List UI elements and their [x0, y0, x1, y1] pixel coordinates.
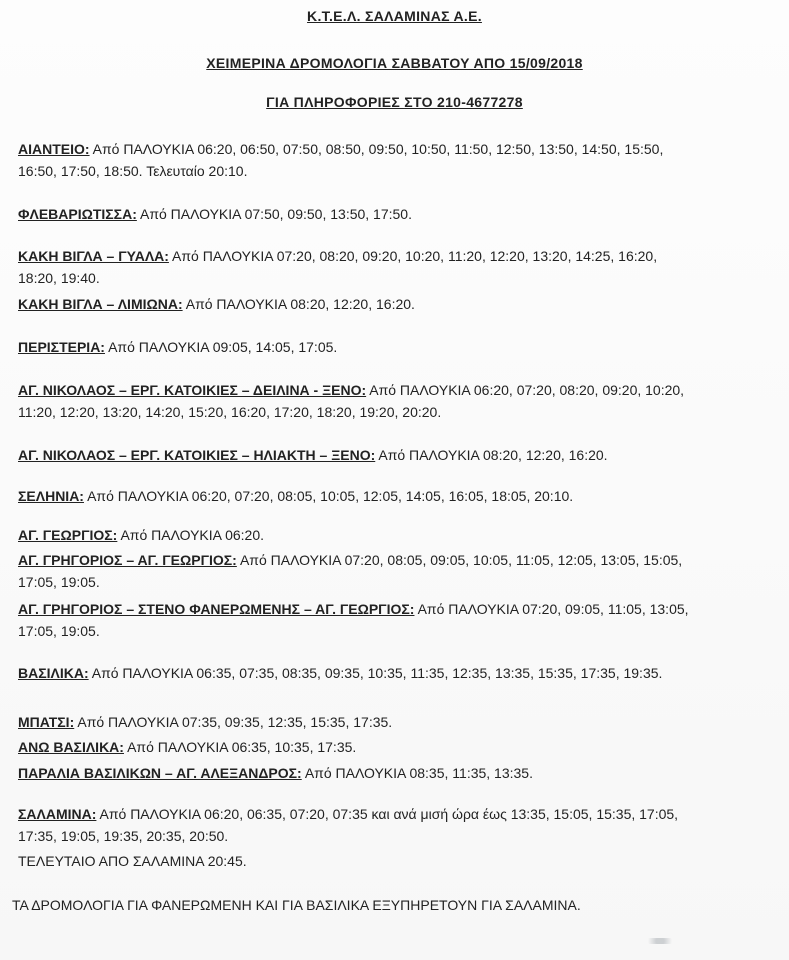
- route-name: ΑΓ. ΓΕΩΡΓΙΟΣ:: [18, 527, 118, 543]
- route-entry: [18, 138, 698, 182]
- route-entry: [18, 662, 698, 684]
- route-name: ΑΓ. ΓΡΗΓΟΡΙΟΣ – ΣΤΕΝΟ ΦΑΝΕΡΩΜΕΝΗΣ – ΑΓ. ΓΕΩΡΓΙΟΣ:: [18, 601, 415, 617]
- route-entry: [18, 336, 698, 358]
- company-title: Κ.Τ.Ε.Λ. ΣΑΛΑΜΙΝΑΣ Α.Ε.: [307, 8, 482, 24]
- route-entry: [18, 549, 698, 593]
- info-phone-line: ΓΙΑ ΠΛΗΡΟΦΟΡΙΕΣ ΣΤΟ 210-4677278: [266, 94, 523, 110]
- route-times: Από ΠΑΛΟΥΚΙΑ 06:20.: [117, 527, 265, 543]
- route-times: Από ΠΑΛΟΥΚΙΑ 08:20, 12:20, 16:20.: [375, 447, 608, 463]
- route-name: ΣΑΛΑΜΙΝΑ:: [18, 806, 97, 822]
- route-name: ΑΓ. ΓΡΗΓΟΡΙΟΣ – ΑΓ. ΓΕΩΡΓΙΟΣ:: [18, 552, 237, 568]
- route-name: ΜΠΑΤΣΙ:: [18, 714, 75, 730]
- route-name: ΒΑΣΙΛΙΚΑ:: [18, 665, 89, 681]
- route-name: ΑΝΩ ΒΑΣΙΛΙΚΑ:: [18, 739, 124, 755]
- route-times: Από ΠΑΛΟΥΚΙΑ 08:20, 12:20, 16:20.: [182, 296, 415, 312]
- route-times: Από ΠΑΛΟΥΚΙΑ 06:35, 10:35, 17:35.: [123, 739, 357, 755]
- scan-speck: [640, 938, 680, 944]
- route-name: ΣΕΛΗΝΙΑ:: [18, 488, 84, 504]
- route-entry: [18, 485, 698, 507]
- route-entry: [18, 762, 698, 784]
- route-entry: [18, 444, 698, 466]
- last-departure-line: ΤΕΛΕΥΤΑΙΟ ΑΠΟ ΣΑΛΑΜΙΝΑ 20:45.: [18, 853, 247, 869]
- route-times: Από ΠΑΛΟΥΚΙΑ 09:05, 14:05, 17:05.: [104, 339, 338, 355]
- route-name: ΚΑΚΗ ΒΙΓΛΑ – ΓΥΑΛΑ:: [18, 248, 169, 264]
- route-times: Από ΠΑΛΟΥΚΙΑ 07:20, 08:05, 09:05, 10:05, 11:05, 12:05, 13:05, 15:05, 17:05, 19:05.: [18, 552, 683, 590]
- route-entry: [18, 524, 698, 546]
- route-times: Από ΠΑΛΟΥΚΙΑ 06:20, 07:20, 08:20, 09:20, 10:20, 11:20, 12:20, 13:20, 14:20, 15:20, 16:20, 17:20, 18:20, 19:20, 20:20.: [18, 382, 685, 420]
- route-name: ΠΑΡΑΛΙΑ ΒΑΣΙΛΙΚΩΝ – ΑΓ. ΑΛΕΞΑΝΔΡΟΣ:: [18, 765, 302, 781]
- route-times: Από ΠΑΛΟΥΚΙΑ 06:20, 06:50, 07:50, 08:50, 09:50, 10:50, 11:50, 12:50, 13:50, 14:50, 15:50, 16:50, 17:50, 18:50. Τελευταίο 20:10.: [18, 141, 664, 179]
- route-times: Από ΠΑΛΟΥΚΙΑ 07:20, 08:20, 09:20, 10:20, 11:20, 12:20, 13:20, 14:25, 16:20, 18:20, 19:40.: [18, 248, 658, 286]
- route-times: Από ΠΑΛΟΥΚΙΑ 06:35, 07:35, 08:35, 09:35, 10:35, 11:35, 12:35, 13:35, 15:35, 17:35, 19:35.: [88, 665, 663, 681]
- route-name: ΠΕΡΙΣΤΕΡΙΑ:: [18, 339, 105, 355]
- route-name: ΑΙΑΝΤΕΙΟ:: [18, 141, 90, 157]
- route-entry: [18, 711, 698, 733]
- route-name: ΑΓ. ΝΙΚΟΛΑΟΣ – ΕΡΓ. ΚΑΤΟΙΚΙΕΣ – ΔΕΙΛΙΝΑ - ΞΕΝΟ:: [18, 382, 367, 398]
- route-name: ΦΛΕΒΑΡΙΩΤΙΣΣΑ:: [18, 206, 137, 222]
- route-entry: [18, 803, 698, 847]
- route-name: ΚΑΚΗ ΒΙΓΛΑ – ΛΙΜΙΩΝΑ:: [18, 296, 183, 312]
- route-times: Από ΠΑΛΟΥΚΙΑ 07:35, 09:35, 12:35, 15:35, 17:35.: [74, 714, 393, 730]
- route-entry: [18, 379, 698, 423]
- route-entry: [18, 245, 698, 289]
- route-entry: [18, 598, 698, 642]
- route-times: Από ΠΑΛΟΥΚΙΑ 07:50, 09:50, 13:50, 17:50.: [136, 206, 412, 222]
- schedule-subtitle: ΧΕΙΜΕΡΙΝΑ ΔΡΟΜΟΛΟΓΙΑ ΣΑΒΒΑΤΟΥ ΑΠΟ 15/09/2018: [206, 55, 583, 71]
- footer-note: ΤΑ ΔΡΟΜΟΛΟΓΙΑ ΓΙΑ ΦΑΝΕΡΩΜΕΝΗ ΚΑΙ ΓΙΑ ΒΑΣΙΛΙΚΑ ΕΞΥΠΗΡΕΤΟΥΝ ΓΙΑ ΣΑΛΑΜΙΝΑ.: [12, 897, 581, 913]
- route-times: Από ΠΑΛΟΥΚΙΑ 06:20, 07:20, 08:05, 10:05, 12:05, 14:05, 16:05, 18:05, 20:10.: [83, 488, 574, 504]
- route-times: Από ΠΑΛΟΥΚΙΑ 06:20, 06:35, 07:20, 07:35 και ανά μισή ώρα έως 13:35, 15:05, 15:35, 17:05, 17:35, 19:05, 19:35, 20:35, 20:50.: [18, 806, 679, 844]
- route-name: ΑΓ. ΝΙΚΟΛΑΟΣ – ΕΡΓ. ΚΑΤΟΙΚΙΕΣ – ΗΛΙΑΚΤΗ – ΞΕΝΟ:: [18, 447, 376, 463]
- route-times: Από ΠΑΛΟΥΚΙΑ 07:20, 09:05, 11:05, 13:05, 17:05, 19:05.: [18, 601, 689, 639]
- route-entry: [18, 203, 698, 225]
- route-times: Από ΠΑΛΟΥΚΙΑ 08:35, 11:35, 13:35.: [301, 765, 533, 781]
- route-entry: [18, 736, 698, 758]
- route-entry: [18, 293, 698, 315]
